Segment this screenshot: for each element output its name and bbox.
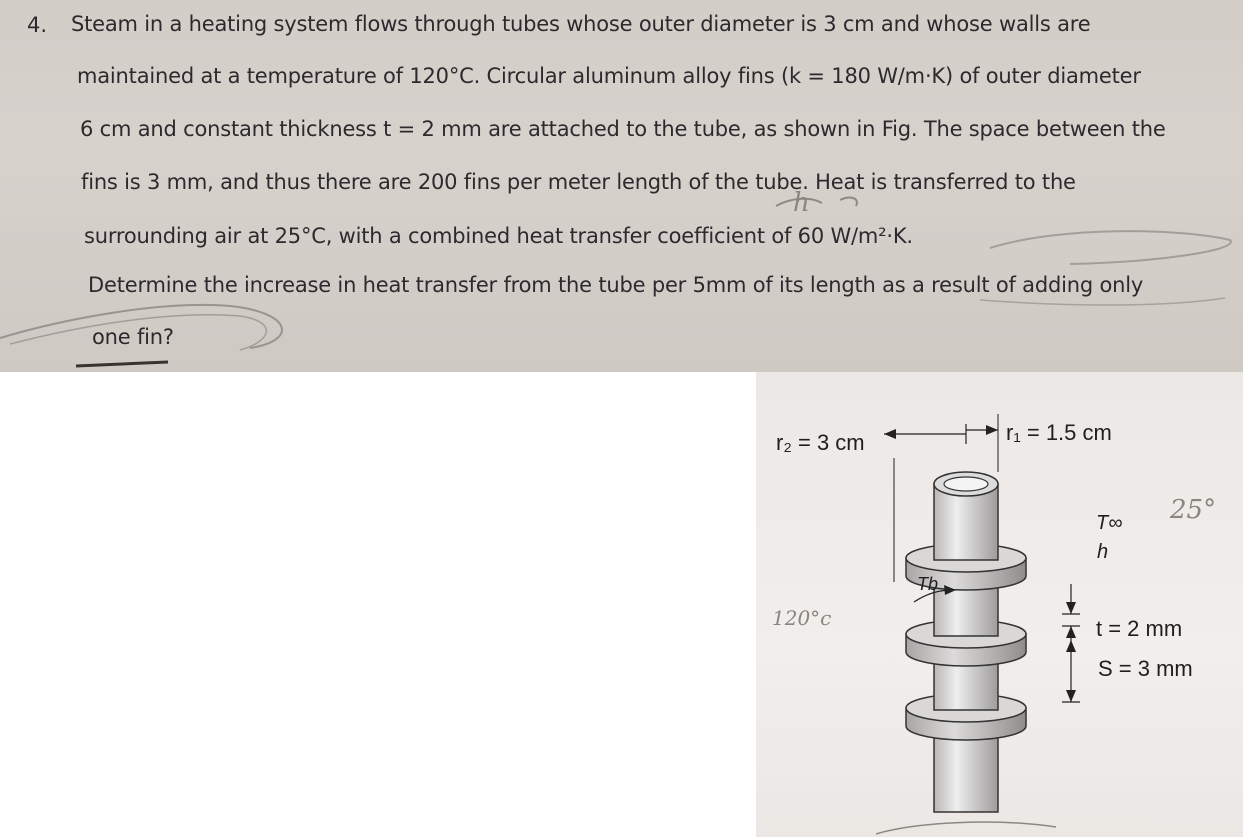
- pencil-marks: [0, 0, 1243, 372]
- handwritten-wall-temp: 120°c: [772, 606, 832, 630]
- blank-area: [0, 372, 756, 837]
- tb-label: Tb: [917, 574, 939, 594]
- question-line-7: one fin?: [92, 325, 174, 349]
- t-thickness-label: t = 2 mm: [1096, 616, 1183, 641]
- r1-label: r₁ = 1.5 cm: [1006, 420, 1112, 445]
- question-line-3: 6 cm and constant thickness t = 2 mm are attached to the tube, as shown in Fig. The space between the: [80, 117, 1166, 141]
- t-infinity-label: T∞: [1096, 512, 1123, 534]
- handwritten-h-note: h: [793, 188, 810, 218]
- question-line-1: Steam in a heating system flows through tubes whose outer diameter is 3 cm and whose walls are: [71, 12, 1091, 36]
- question-line-2: maintained at a temperature of 120°C. Circular aluminum alloy fins (k = 180 W/m·K) of outer diameter: [77, 64, 1141, 88]
- s-spacing-label: S = 3 mm: [1098, 656, 1193, 681]
- r2-label: r₂ = 3 cm: [776, 430, 865, 455]
- question-line-6: Determine the increase in heat transfer from the tube per 5mm of its length as a result of adding only: [88, 273, 1144, 297]
- question-line-4: fins is 3 mm, and thus there are 200 fins per meter length of the tube. Heat is transferred to the: [81, 170, 1076, 194]
- question-number: 4.: [27, 13, 48, 37]
- h-label: h: [1097, 541, 1109, 563]
- question-line-5: surrounding air at 25°C, with a combined heat transfer coefficient of 60 W/m²·K.: [84, 224, 913, 248]
- handwritten-air-temp: 25°: [1170, 495, 1217, 525]
